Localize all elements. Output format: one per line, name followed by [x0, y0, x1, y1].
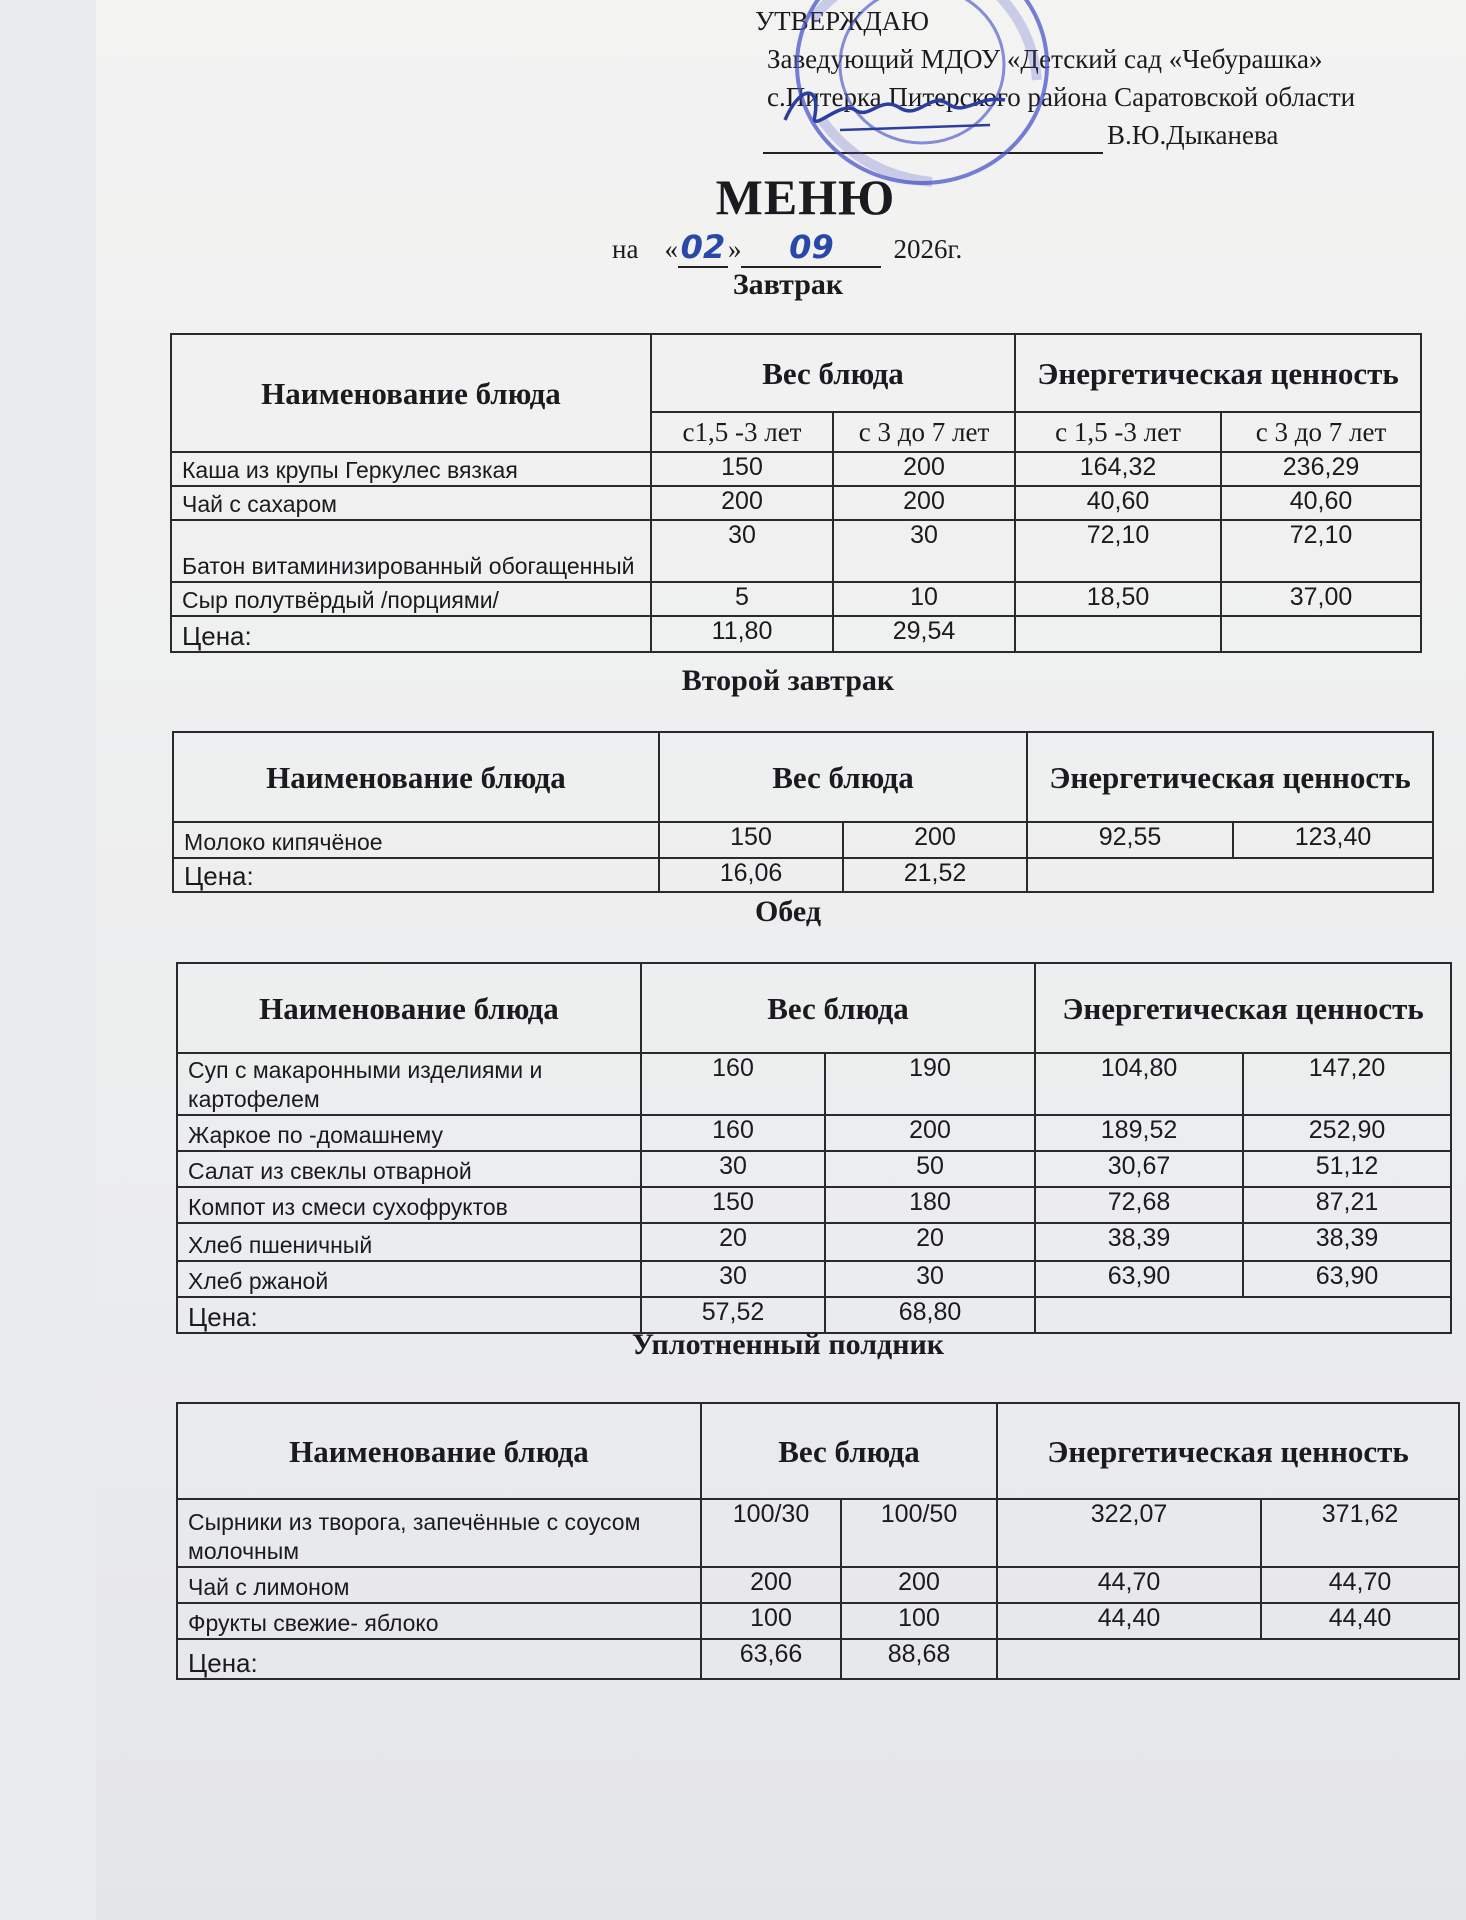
- price-older: 21,52: [843, 858, 1027, 892]
- dish-name: Сырники из творога, запечённые с соусом молочным: [177, 1499, 701, 1567]
- energy-young: 189,52: [1035, 1115, 1243, 1151]
- empty-cell: [1221, 616, 1421, 652]
- energy-older: 123,40: [1233, 822, 1433, 858]
- energy-older: 44,40: [1261, 1603, 1459, 1639]
- energy-young: 164,32: [1015, 452, 1221, 486]
- weight-young: 30: [641, 1261, 825, 1297]
- price-row: [171, 616, 1421, 652]
- table-row: [171, 486, 1421, 520]
- afternoon-snack-table: [176, 1402, 1460, 1680]
- table-row: [177, 1115, 1451, 1151]
- dish-name: Хлеб пшеничный: [177, 1223, 641, 1261]
- column-header-name: Наименование блюда: [177, 1403, 701, 1499]
- column-header-weight: Вес блюда: [651, 334, 1015, 412]
- approval-signer: В.Ю.Дыканева: [1107, 120, 1279, 150]
- table-row: [177, 1261, 1451, 1297]
- dish-name: Хлеб ржаной: [177, 1261, 641, 1297]
- column-header-age-young-energy: с 1,5 -3 лет: [1015, 412, 1221, 452]
- section-title-afternoon-snack: Уплотненный полдник: [631, 1328, 945, 1361]
- page-title: МЕНЮ: [715, 169, 896, 225]
- weight-older: 20: [825, 1223, 1035, 1261]
- price-label: Цена:: [177, 1639, 701, 1679]
- dish-name: Каша из крупы Геркулес вязкая: [171, 452, 651, 486]
- second-breakfast-table: [172, 731, 1434, 893]
- weight-young: 30: [641, 1151, 825, 1187]
- empty-cell: [997, 1639, 1459, 1679]
- section-title-second-breakfast: Второй завтрак: [681, 664, 895, 697]
- column-header-energy: Энергетическая ценность: [1015, 334, 1421, 412]
- date-year: 2026г.: [893, 234, 963, 264]
- table-row: [177, 1223, 1451, 1261]
- price-older: 29,54: [833, 616, 1015, 652]
- price-young: 16,06: [659, 858, 843, 892]
- energy-older: 252,90: [1243, 1115, 1451, 1151]
- energy-young: 63,90: [1035, 1261, 1243, 1297]
- weight-older: 190: [825, 1053, 1035, 1115]
- dish-name: Чай с сахаром: [171, 486, 651, 520]
- table-row: [177, 1053, 1451, 1115]
- weight-young: 150: [659, 822, 843, 858]
- table-row: [173, 822, 1433, 858]
- price-row: [173, 858, 1433, 892]
- approval-location: с.Питерка Питерского района Саратовской области: [767, 82, 1356, 112]
- empty-cell: [1015, 616, 1221, 652]
- price-young: 57,52: [641, 1297, 825, 1333]
- energy-older: 38,39: [1243, 1223, 1451, 1261]
- energy-young: 44,40: [997, 1603, 1261, 1639]
- price-older: 88,68: [841, 1639, 997, 1679]
- energy-older: 147,20: [1243, 1053, 1451, 1115]
- table-row: [177, 1187, 1451, 1223]
- energy-older: 44,70: [1261, 1567, 1459, 1603]
- weight-young: 150: [641, 1187, 825, 1223]
- date-close-quote: »: [727, 234, 742, 264]
- weight-older: 10: [833, 582, 1015, 616]
- date-month: 09: [741, 228, 881, 268]
- empty-cell: [1027, 858, 1433, 892]
- column-header-energy: Энергетическая ценность: [1027, 732, 1433, 822]
- weight-older: 180: [825, 1187, 1035, 1223]
- energy-older: 236,29: [1221, 452, 1421, 486]
- weight-older: 100: [841, 1603, 997, 1639]
- weight-young: 100: [701, 1603, 841, 1639]
- column-header-energy: Энергетическая ценность: [1035, 963, 1451, 1053]
- column-header-weight: Вес блюда: [701, 1403, 997, 1499]
- energy-older: 37,00: [1221, 582, 1421, 616]
- handwritten-signature-icon: [780, 80, 1010, 140]
- date-day: 02: [678, 228, 728, 268]
- energy-young: 104,80: [1035, 1053, 1243, 1115]
- column-header-age-older-energy: с 3 до 7 лет: [1221, 412, 1421, 452]
- section-title-breakfast: Завтрак: [732, 268, 844, 301]
- weight-older: 50: [825, 1151, 1035, 1187]
- dish-name: Компот из смеси сухофруктов: [177, 1187, 641, 1223]
- menu-date: [612, 228, 962, 268]
- price-young: 63,66: [701, 1639, 841, 1679]
- breakfast-table: [170, 333, 1422, 653]
- weight-older: 200: [833, 452, 1015, 486]
- price-older: 68,80: [825, 1297, 1035, 1333]
- approval-position: Заведующий МДОУ «Детский сад «Чебурашка»: [767, 44, 1323, 74]
- weight-older: 200: [833, 486, 1015, 520]
- energy-older: 51,12: [1243, 1151, 1451, 1187]
- column-header-age-older-weight: с 3 до 7 лет: [833, 412, 1015, 452]
- energy-young: 30,67: [1035, 1151, 1243, 1187]
- table-row: [171, 582, 1421, 616]
- dish-name: Суп с макаронными изделиями и картофелем: [177, 1053, 641, 1115]
- price-label: Цена:: [177, 1297, 641, 1333]
- weight-young: 20: [641, 1223, 825, 1261]
- energy-young: 322,07: [997, 1499, 1261, 1567]
- energy-young: 40,60: [1015, 486, 1221, 520]
- price-young: 11,80: [651, 616, 833, 652]
- weight-young: 30: [651, 520, 833, 582]
- dish-name: Салат из свеклы отварной: [177, 1151, 641, 1187]
- table-row: [177, 1603, 1459, 1639]
- energy-young: 72,10: [1015, 520, 1221, 582]
- column-header-weight: Вес блюда: [641, 963, 1035, 1053]
- energy-older: 72,10: [1221, 520, 1421, 582]
- table-row: [177, 1499, 1459, 1567]
- table-row: [177, 1151, 1451, 1187]
- lunch-table: [176, 962, 1452, 1334]
- weight-young: 100/30: [701, 1499, 841, 1567]
- table-row: [177, 1567, 1459, 1603]
- column-header-energy: Энергетическая ценность: [997, 1403, 1459, 1499]
- energy-young: 38,39: [1035, 1223, 1243, 1261]
- approval-heading: УТВЕРЖДАЮ: [755, 6, 930, 36]
- weight-young: 5: [651, 582, 833, 616]
- table-row: [171, 452, 1421, 486]
- weight-older: 200: [825, 1115, 1035, 1151]
- price-label: Цена:: [173, 858, 659, 892]
- dish-name: Сыр полутвёрдый /порциями/: [171, 582, 651, 616]
- weight-older: 100/50: [841, 1499, 997, 1567]
- section-title-lunch: Обед: [754, 895, 822, 928]
- weight-older: 30: [833, 520, 1015, 582]
- weight-young: 160: [641, 1053, 825, 1115]
- column-header-name: Наименование блюда: [177, 963, 641, 1053]
- dish-name: Фрукты свежие- яблоко: [177, 1603, 701, 1639]
- dish-name: Батон витаминизированный обогащенный: [171, 520, 651, 582]
- price-label: Цена:: [171, 616, 651, 652]
- price-row: [177, 1639, 1459, 1679]
- weight-older: 200: [841, 1567, 997, 1603]
- dish-name: Жаркое по -домашнему: [177, 1115, 641, 1151]
- weight-young: 160: [641, 1115, 825, 1151]
- energy-older: 40,60: [1221, 486, 1421, 520]
- energy-young: 72,68: [1035, 1187, 1243, 1223]
- table-row: [171, 520, 1421, 582]
- column-header-name: Наименование блюда: [171, 334, 651, 452]
- weight-young: 200: [701, 1567, 841, 1603]
- weight-young: 150: [651, 452, 833, 486]
- energy-older: 63,90: [1243, 1261, 1451, 1297]
- weight-young: 200: [651, 486, 833, 520]
- energy-young: 44,70: [997, 1567, 1261, 1603]
- column-header-weight: Вес блюда: [659, 732, 1027, 822]
- date-open-quote: «: [664, 234, 678, 264]
- weight-older: 30: [825, 1261, 1035, 1297]
- date-prefix: на: [612, 234, 639, 264]
- dish-name: Чай с лимоном: [177, 1567, 701, 1603]
- energy-young: 18,50: [1015, 582, 1221, 616]
- energy-young: 92,55: [1027, 822, 1233, 858]
- column-header-age-young-weight: с1,5 -3 лет: [651, 412, 833, 452]
- energy-older: 87,21: [1243, 1187, 1451, 1223]
- energy-older: 371,62: [1261, 1499, 1459, 1567]
- weight-older: 200: [843, 822, 1027, 858]
- column-header-name: Наименование блюда: [173, 732, 659, 822]
- dish-name: Молоко кипячёное: [173, 822, 659, 858]
